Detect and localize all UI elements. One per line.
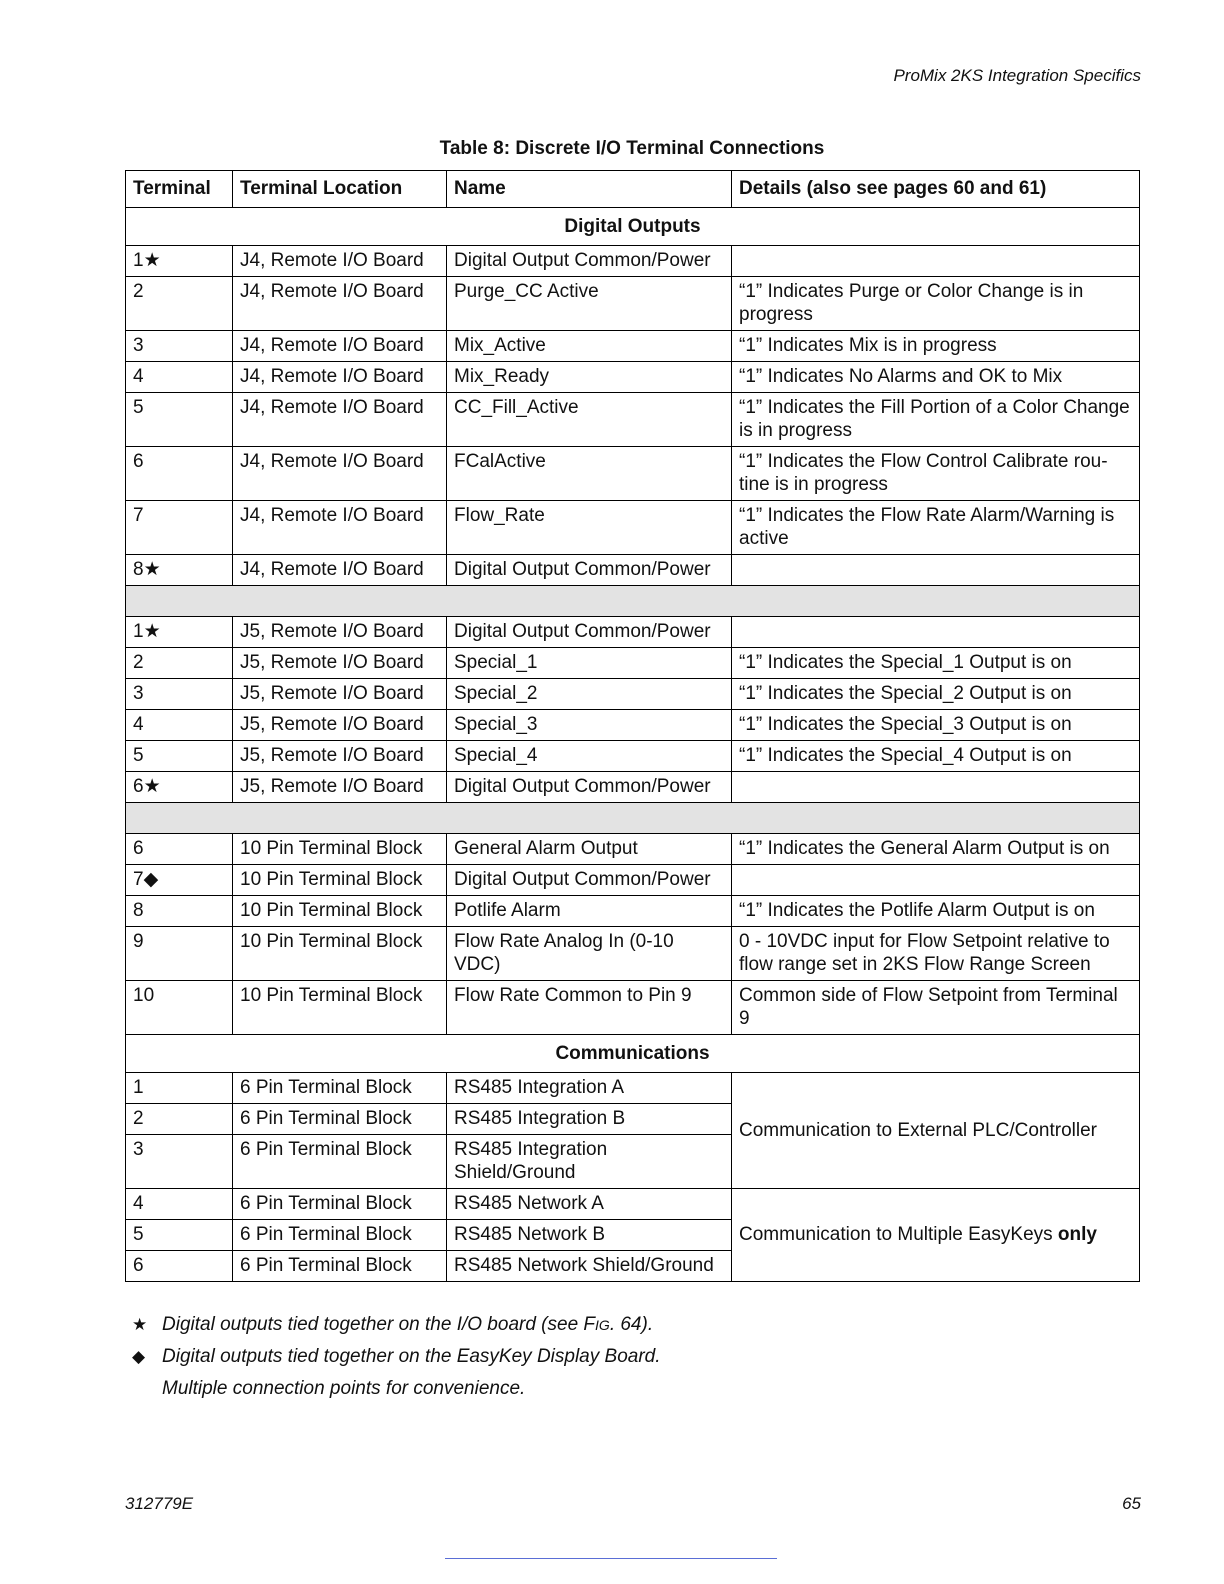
cell-location: 10 Pin Terminal Block xyxy=(233,865,447,896)
table-row xyxy=(126,501,1140,555)
cell-location: 6 Pin Terminal Block xyxy=(233,1220,447,1251)
table-row xyxy=(126,710,1140,741)
bottom-link-line xyxy=(445,1558,777,1559)
spacer-row xyxy=(126,803,1140,834)
column-header-terminal: Terminal xyxy=(126,171,233,208)
table-row xyxy=(126,277,1140,331)
cell-name: Mix_Active xyxy=(447,331,732,362)
section-row-digital-outputs xyxy=(126,208,1140,246)
cell-name: Digital Output Common/Power xyxy=(447,246,732,277)
spacer-row xyxy=(126,586,1140,617)
spacer-cell xyxy=(126,803,1140,834)
cell-terminal: 4 xyxy=(126,1189,233,1220)
note-star-text-a: Digital outputs tied together on the I/O board (see F xyxy=(162,1314,596,1335)
cell-terminal: 9 xyxy=(126,927,233,981)
cell-terminal: 8 xyxy=(126,896,233,927)
section-title-communications: Communications xyxy=(126,1035,1140,1073)
cell-location: J4, Remote I/O Board xyxy=(233,362,447,393)
note-star-text-b: . 64). xyxy=(609,1314,654,1335)
table-row xyxy=(126,617,1140,648)
cell-terminal: 6 xyxy=(126,447,233,501)
cell-location: J4, Remote I/O Board xyxy=(233,501,447,555)
cell-terminal: 5 xyxy=(126,393,233,447)
cell-details: “1” Indicates No Alarms and OK to Mix xyxy=(732,362,1140,393)
cell-name: RS485 Network Shield/Ground xyxy=(447,1251,732,1282)
spacer-cell xyxy=(126,586,1140,617)
cell-terminal: 4 xyxy=(126,362,233,393)
column-header-location: Terminal Location xyxy=(233,171,447,208)
cell-location: 10 Pin Terminal Block xyxy=(233,927,447,981)
cell-name: CC_Fill_Active xyxy=(447,393,732,447)
cell-details: “1” Indicates the Special_4 Output is on xyxy=(732,741,1140,772)
cell-name: General Alarm Output xyxy=(447,834,732,865)
table-row xyxy=(126,555,1140,586)
section-title-digital-outputs: Digital Outputs xyxy=(126,208,1140,246)
cell-location: J5, Remote I/O Board xyxy=(233,741,447,772)
cell-details xyxy=(732,865,1140,896)
cell-details: “1” Indicates the Special_1 Output is on xyxy=(732,648,1140,679)
cell-terminal: 6 xyxy=(126,834,233,865)
cell-terminal: 8★ xyxy=(126,555,233,586)
cell-details: “1” Indicates the General Alarm Output is on xyxy=(732,834,1140,865)
cell-details: “1” Indicates Mix is in progress xyxy=(732,331,1140,362)
section-row-communications xyxy=(126,1035,1140,1073)
note-extra-text: Multiple connection points for convenience. xyxy=(162,1378,526,1399)
cell-terminal: 1★ xyxy=(126,246,233,277)
cell-location: J5, Remote I/O Board xyxy=(233,617,447,648)
table-row xyxy=(126,679,1140,710)
io-terminal-table xyxy=(125,170,1140,1282)
table-row xyxy=(126,1189,1140,1220)
cell-location: 10 Pin Terminal Block xyxy=(233,981,447,1035)
cell-details: “1” Indicates the Flow Rate Alarm/Warning is active xyxy=(732,501,1140,555)
note-star-text-smallcaps: IG xyxy=(595,1317,610,1333)
cell-terminal: 3 xyxy=(126,679,233,710)
table-row xyxy=(126,393,1140,447)
cell-location: J4, Remote I/O Board xyxy=(233,331,447,362)
cell-name: Flow Rate Analog In (0-10 VDC) xyxy=(447,927,732,981)
cell-details xyxy=(732,246,1140,277)
cell-location: J5, Remote I/O Board xyxy=(233,679,447,710)
table-row xyxy=(126,648,1140,679)
cell-name: Flow Rate Common to Pin 9 xyxy=(447,981,732,1035)
cell-name: RS485 Integration A xyxy=(447,1073,732,1104)
cell-terminal: 1 xyxy=(126,1073,233,1104)
table-row xyxy=(126,865,1140,896)
cell-location: 10 Pin Terminal Block xyxy=(233,834,447,865)
cell-details: 0 - 10VDC input for Flow Setpoint relative to flow range set in 2KS Flow Range Screen xyxy=(732,927,1140,981)
table-row xyxy=(126,362,1140,393)
cell-name: Special_3 xyxy=(447,710,732,741)
table-row xyxy=(126,447,1140,501)
table-row xyxy=(126,927,1140,981)
cell-terminal: 6 xyxy=(126,1251,233,1282)
cell-name: RS485 Integration Shield/Ground xyxy=(447,1135,732,1189)
footer-page-number: 65 xyxy=(1122,1494,1141,1513)
cell-terminal: 2 xyxy=(126,277,233,331)
cell-location: J4, Remote I/O Board xyxy=(233,277,447,331)
cell-details-easykeys xyxy=(732,1189,1140,1282)
cell-terminal: 5 xyxy=(126,1220,233,1251)
cell-details xyxy=(732,617,1140,648)
cell-name: Digital Output Common/Power xyxy=(447,555,732,586)
details-easykeys-emphasis: only xyxy=(1057,1224,1097,1245)
cell-details xyxy=(732,555,1140,586)
cell-location: J4, Remote I/O Board xyxy=(233,246,447,277)
cell-name: RS485 Network B xyxy=(447,1220,732,1251)
cell-details: “1” Indicates the Special_3 Output is on xyxy=(732,710,1140,741)
details-easykeys-text: Communication to Multiple EasyKeys xyxy=(739,1224,1058,1245)
table-row xyxy=(126,1073,1140,1104)
footer-doc-number: 312779E xyxy=(125,1494,194,1513)
cell-terminal: 2 xyxy=(126,1104,233,1135)
table-row xyxy=(126,896,1140,927)
cell-name: Digital Output Common/Power xyxy=(447,617,732,648)
cell-details: Common side of Flow Setpoint from Terminal 9 xyxy=(732,981,1140,1035)
cell-name: RS485 Network A xyxy=(447,1189,732,1220)
cell-details: “1” Indicates the Potlife Alarm Output is on xyxy=(732,896,1140,927)
cell-location: J5, Remote I/O Board xyxy=(233,710,447,741)
cell-name: Flow_Rate xyxy=(447,501,732,555)
cell-terminal: 10 xyxy=(126,981,233,1035)
star-icon: ★ xyxy=(132,1315,148,1334)
cell-details: “1” Indicates the Special_2 Output is on xyxy=(732,679,1140,710)
cell-location: J4, Remote I/O Board xyxy=(233,447,447,501)
note-diamond-text: Digital outputs tied together on the EasyKey Display Board. xyxy=(162,1346,661,1367)
cell-location: 6 Pin Terminal Block xyxy=(233,1251,447,1282)
cell-location: 6 Pin Terminal Block xyxy=(233,1135,447,1189)
table-row xyxy=(126,772,1140,803)
cell-name: Purge_CC Active xyxy=(447,277,732,331)
cell-name: Digital Output Common/Power xyxy=(447,772,732,803)
cell-name: Digital Output Common/Power xyxy=(447,865,732,896)
cell-location: J4, Remote I/O Board xyxy=(233,555,447,586)
cell-location: 6 Pin Terminal Block xyxy=(233,1189,447,1220)
cell-details-plc: Communication to External PLC/Controller xyxy=(732,1073,1140,1189)
cell-terminal: 3 xyxy=(126,1135,233,1189)
cell-location: 6 Pin Terminal Block xyxy=(233,1104,447,1135)
cell-terminal: 5 xyxy=(126,741,233,772)
table-header-row xyxy=(126,171,1140,208)
cell-name: Special_1 xyxy=(447,648,732,679)
cell-name: Special_2 xyxy=(447,679,732,710)
cell-details: “1” Indicates the Fill Portion of a Color Change is in progress xyxy=(732,393,1140,447)
table-row xyxy=(126,741,1140,772)
cell-terminal: 3 xyxy=(126,331,233,362)
cell-name: Potlife Alarm xyxy=(447,896,732,927)
cell-name: Special_4 xyxy=(447,741,732,772)
table-row xyxy=(126,331,1140,362)
table-row xyxy=(126,834,1140,865)
cell-location: 6 Pin Terminal Block xyxy=(233,1073,447,1104)
note-star-text xyxy=(162,1313,653,1337)
table-title: Table 8: Discrete I/O Terminal Connections xyxy=(439,138,825,159)
cell-name: RS485 Integration B xyxy=(447,1104,732,1135)
cell-terminal: 7◆ xyxy=(126,865,233,896)
cell-location: 10 Pin Terminal Block xyxy=(233,896,447,927)
column-header-name: Name xyxy=(447,171,732,208)
cell-details: “1” Indicates the Flow Control Calibrate rou-tine is in progress xyxy=(732,447,1140,501)
cell-details: “1” Indicates Purge or Color Change is in progress xyxy=(732,277,1140,331)
cell-name: Mix_Ready xyxy=(447,362,732,393)
cell-location: J5, Remote I/O Board xyxy=(233,772,447,803)
table-row xyxy=(126,981,1140,1035)
column-header-details: Details (also see pages 60 and 61) xyxy=(732,171,1140,208)
cell-terminal: 4 xyxy=(126,710,233,741)
cell-terminal: 1★ xyxy=(126,617,233,648)
table-row xyxy=(126,246,1140,277)
cell-terminal: 6★ xyxy=(126,772,233,803)
cell-name: FCalActive xyxy=(447,447,732,501)
running-header: ProMix 2KS Integration Specifics xyxy=(893,66,1141,85)
cell-location: J5, Remote I/O Board xyxy=(233,648,447,679)
cell-terminal: 7 xyxy=(126,501,233,555)
cell-location: J4, Remote I/O Board xyxy=(233,393,447,447)
cell-terminal: 2 xyxy=(126,648,233,679)
cell-details xyxy=(732,772,1140,803)
diamond-icon: ◆ xyxy=(132,1347,146,1366)
